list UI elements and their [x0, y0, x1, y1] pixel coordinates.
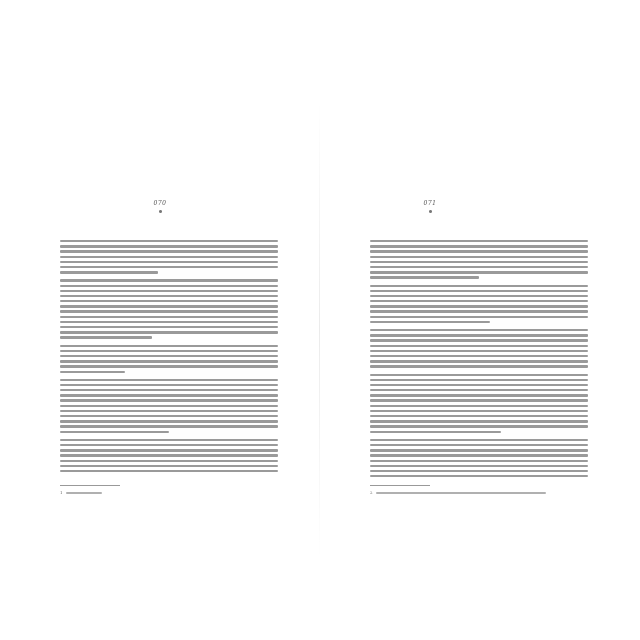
left-text-line [60, 250, 278, 252]
left-text-line [60, 449, 278, 451]
right-text-line [370, 355, 588, 357]
left-header-ornament [159, 210, 162, 213]
right-text-line [370, 439, 588, 441]
left-footnote-line [66, 492, 102, 494]
left-text-line [60, 410, 278, 412]
left-text-line [60, 439, 278, 441]
right-text-line [370, 316, 588, 318]
left-footnote-rule [60, 485, 120, 486]
left-text-line [60, 379, 278, 381]
left-text-line [60, 271, 158, 273]
left-text-line [60, 425, 278, 427]
left-text-line [60, 444, 278, 446]
left-text-line [60, 365, 278, 367]
right-footnote [370, 490, 588, 495]
left-text-line [60, 454, 278, 456]
right-footnote-marker: 2 [370, 490, 373, 495]
left-text-line [60, 279, 278, 281]
left-text-line [60, 336, 152, 338]
right-text-line [370, 470, 588, 472]
right-footnote-line [376, 492, 546, 494]
right-text-line [370, 310, 588, 312]
right-text-line [370, 271, 588, 273]
right-text-line [370, 266, 588, 268]
right-text-line [370, 365, 588, 367]
right-text-line [370, 431, 501, 433]
left-text-line [60, 394, 278, 396]
left-text-line [60, 420, 278, 422]
left-text-line [60, 261, 278, 263]
right-text-line [370, 415, 588, 417]
left-footnote-marker: 1 [60, 490, 63, 495]
right-text-line [370, 475, 588, 477]
right-text-line [370, 389, 588, 391]
right-text-line [370, 345, 588, 347]
left-text-line [60, 326, 278, 328]
left-text-line [60, 331, 278, 333]
right-text-line [370, 350, 588, 352]
right-text-line [370, 305, 588, 307]
right-text-line [370, 425, 588, 427]
book-gutter [319, 100, 320, 560]
left-text-line [60, 345, 278, 347]
right-text-line [370, 399, 588, 401]
left-text-line [60, 431, 169, 433]
left-text-line [60, 310, 278, 312]
left-page-header [100, 200, 220, 215]
right-text-line [370, 245, 588, 247]
left-text-line [60, 300, 278, 302]
right-text-line [370, 465, 588, 467]
right-text-line [370, 374, 588, 376]
right-text-line [370, 444, 588, 446]
left-text-line [60, 295, 278, 297]
right-text-line [370, 300, 588, 302]
left-text-line [60, 415, 278, 417]
left-text-line [60, 355, 278, 357]
right-footnote-rule [370, 485, 430, 486]
right-text-line [370, 410, 588, 412]
left-footnote [60, 490, 278, 495]
left-text-line [60, 240, 278, 242]
left-text-line [60, 256, 278, 258]
right-body-text [370, 240, 588, 480]
right-header-ornament [429, 210, 432, 213]
left-text-line [60, 460, 278, 462]
left-text-line [60, 389, 278, 391]
left-text-line [60, 245, 278, 247]
right-text-line [370, 384, 588, 386]
right-text-line [370, 394, 588, 396]
right-text-line [370, 256, 588, 258]
left-text-line [60, 285, 278, 287]
left-text-line [60, 371, 125, 373]
right-text-line [370, 290, 588, 292]
left-text-line [60, 316, 278, 318]
right-text-line [370, 449, 588, 451]
right-text-line [370, 261, 588, 263]
right-text-line [370, 405, 588, 407]
right-text-line [370, 334, 588, 336]
right-text-line [370, 454, 588, 456]
right-text-line [370, 285, 588, 287]
left-text-line [60, 399, 278, 401]
right-text-line [370, 420, 588, 422]
right-text-line [370, 339, 588, 341]
left-text-line [60, 321, 278, 323]
right-text-line [370, 321, 490, 323]
right-text-line [370, 379, 588, 381]
right-text-line [370, 240, 588, 242]
right-page-header [370, 200, 490, 215]
right-text-line [370, 460, 588, 462]
right-text-line [370, 329, 588, 331]
left-body-text [60, 240, 278, 475]
left-text-line [60, 470, 278, 472]
right-text-line [370, 250, 588, 252]
left-text-line [60, 465, 278, 467]
left-text-line [60, 290, 278, 292]
right-text-line [370, 295, 588, 297]
left-page-number: 070 [153, 200, 167, 207]
left-text-line [60, 384, 278, 386]
left-text-line [60, 266, 278, 268]
right-text-line [370, 360, 588, 362]
right-page-number: 071 [423, 200, 437, 207]
left-text-line [60, 305, 278, 307]
left-text-line [60, 405, 278, 407]
right-text-line [370, 276, 479, 278]
left-text-line [60, 350, 278, 352]
left-text-line [60, 360, 278, 362]
